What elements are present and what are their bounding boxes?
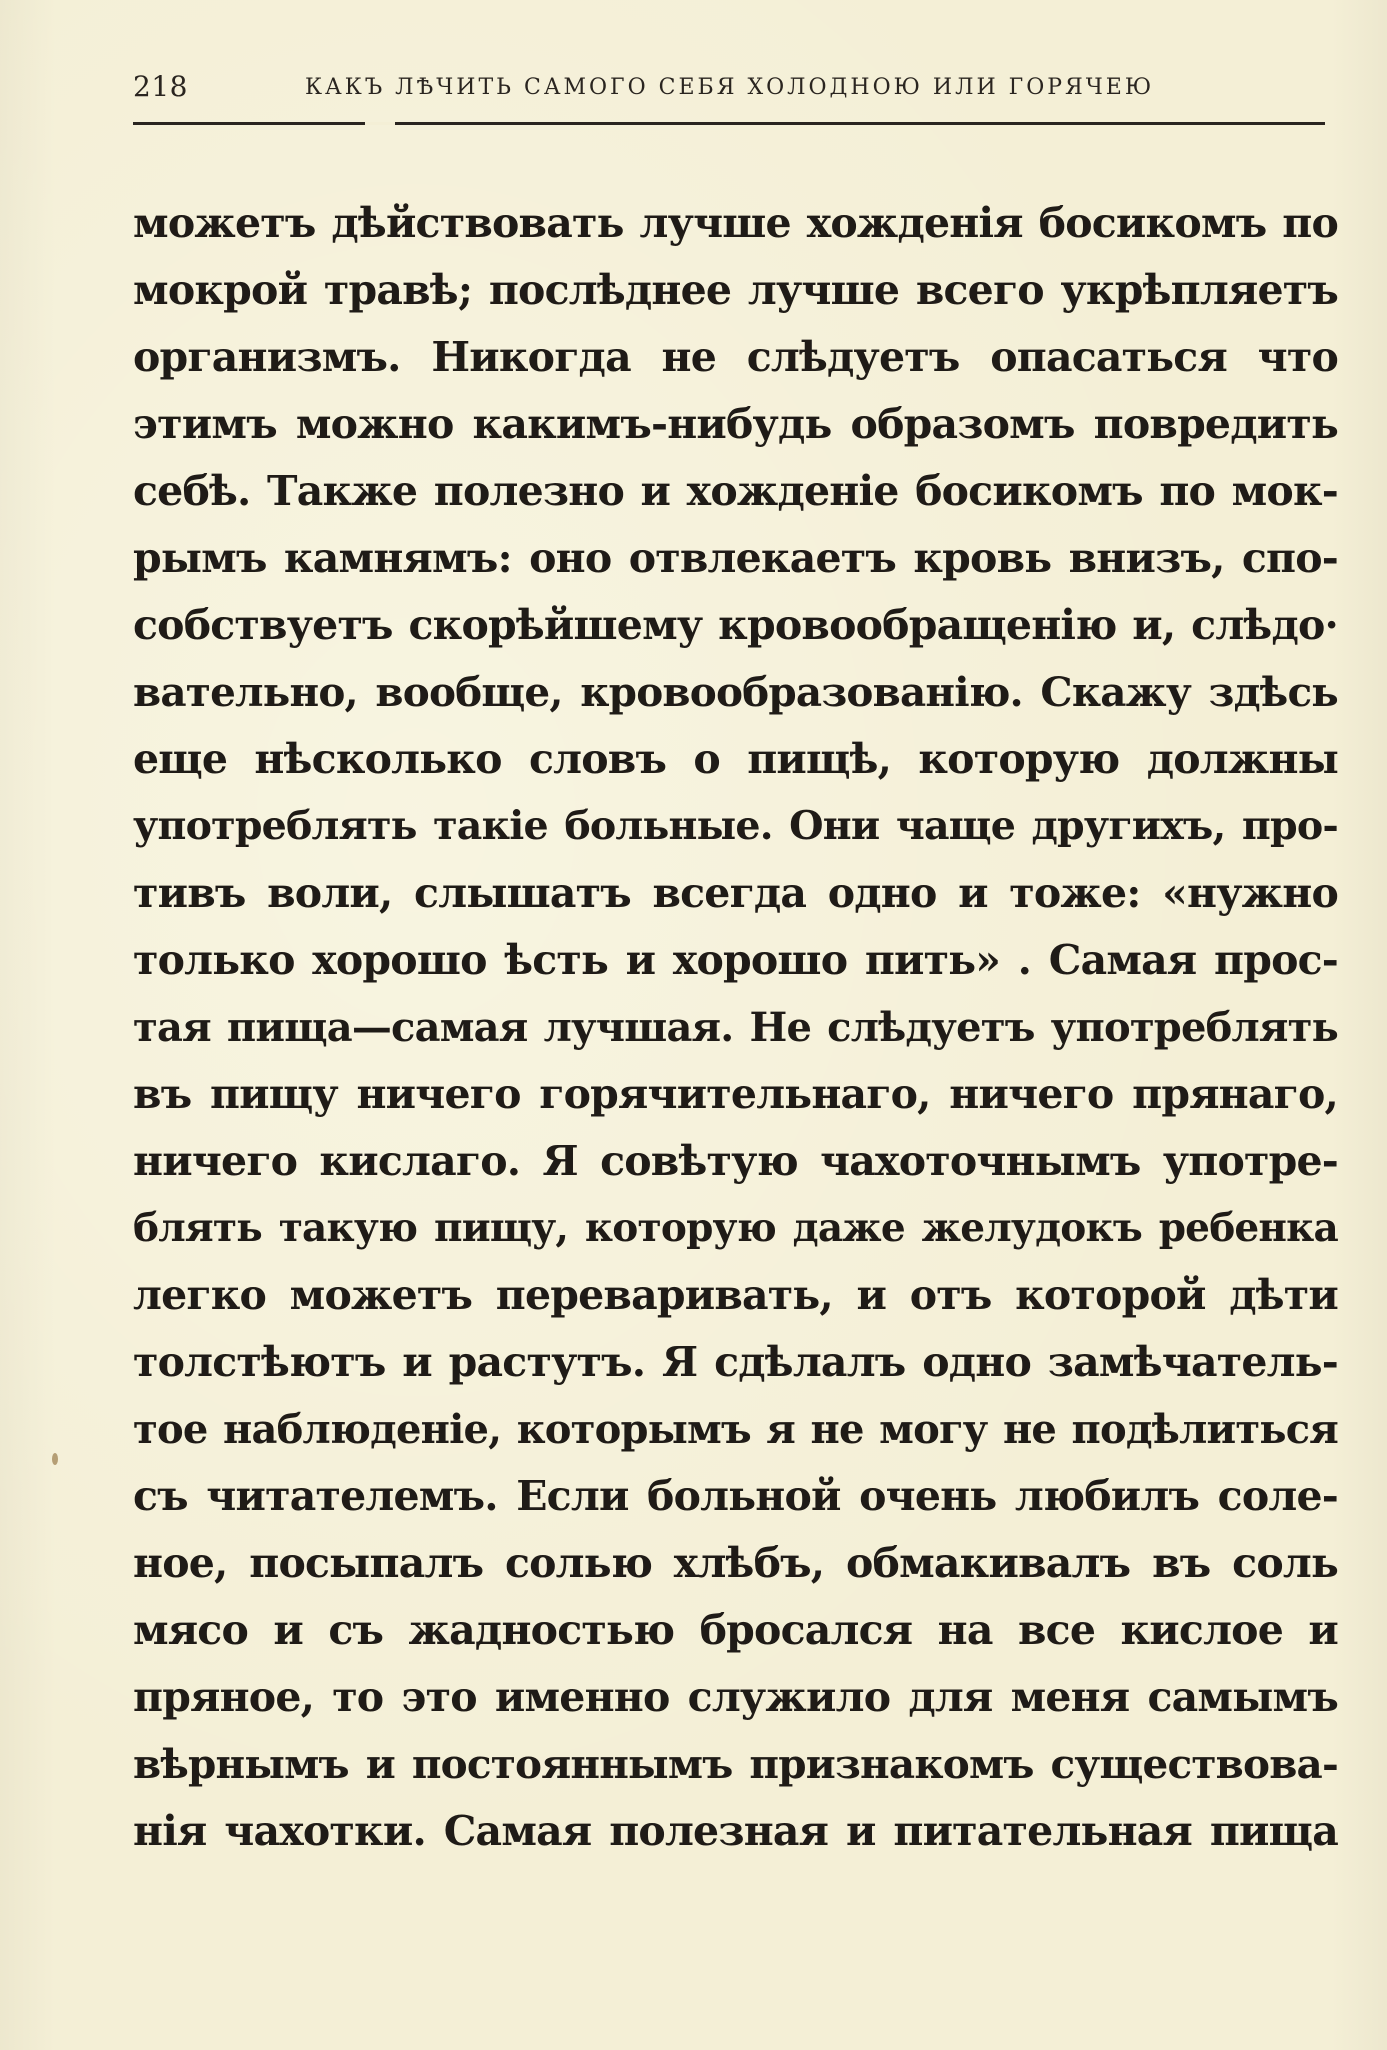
text-line: тая пища—самая лучшая. Не слѣдуетъ употреблять <box>133 1004 1338 1051</box>
text-line: вательно, вообще, кровообразованію. Скажу здѣсь <box>133 668 1338 716</box>
text-line: ничего кислаго. Я совѣтую чахоточнымъ употре- <box>133 1137 1338 1185</box>
text-line: этимъ можно какимъ-нибудь образомъ повредить <box>133 400 1338 448</box>
running-title: КАКЪ ЛѢЧИТЬ САМОГО СЕБЯ ХОЛОДНОЮ ИЛИ ГОРЯЧЕЮ <box>305 75 1155 100</box>
text-line: съ читателемъ. Если больной очень любилъ соле- <box>133 1472 1338 1520</box>
page-number: 218 <box>133 70 188 103</box>
header-rule <box>133 122 1325 125</box>
text-line: мокрой травѣ; послѣднее лучше всего укрѣпляетъ <box>133 266 1338 314</box>
text-line: мясо и съ жадностью бросался на все кислое и <box>133 1606 1338 1654</box>
text-line: организмъ. Никогда не слѣдуетъ опасаться что <box>133 333 1338 381</box>
text-line: собствуетъ скорѣйшему кровообращенію и, слѣдо· <box>133 601 1338 649</box>
text-line: нія чахотки. Самая полезная и питательная пища <box>133 1807 1338 1855</box>
text-line: только хорошо ѣсть и хорошо пить» . Самая прос- <box>133 936 1338 984</box>
running-header <box>133 70 1323 110</box>
paper-speck <box>52 1453 58 1465</box>
text-line: легко можетъ переваривать, и отъ которой дѣти <box>133 1271 1338 1319</box>
header-rule-gap <box>365 122 395 125</box>
text-line: себѣ. Также полезно и хожденіе босикомъ по мок- <box>133 467 1338 515</box>
text-line: пряное, то это именно служило для меня самымъ <box>133 1673 1338 1721</box>
text-line: блять такую пищу, которую даже желудокъ ребенка <box>133 1205 1338 1251</box>
text-line: еще нѣсколько словъ о пищѣ, которую должны <box>133 735 1338 783</box>
text-line: рымъ камнямъ: оно отвлекаетъ кровь внизъ, спо- <box>133 534 1338 582</box>
text-line: тое наблюденіе, которымъ я не могу не подѣлиться <box>133 1406 1338 1453</box>
body-text <box>133 190 1338 1865</box>
text-line: толстѣютъ и растутъ. Я сдѣлалъ одно замѣчатель- <box>133 1338 1338 1386</box>
text-line: можетъ дѣйствовать лучше хожденія босикомъ по <box>133 199 1338 247</box>
text-line: въ пищу ничего горячительнаго, ничего прянаго, <box>133 1070 1338 1118</box>
text-line: вѣрнымъ и постояннымъ признакомъ существова- <box>133 1740 1338 1788</box>
text-line: тивъ воли, слышатъ всегда одно и тоже: «нужно <box>133 869 1338 917</box>
text-line: употреблять такіе больные. Они чаще другихъ, про- <box>133 803 1338 849</box>
text-line: ное, посыпалъ солью хлѣбъ, обмакивалъ въ соль <box>133 1539 1338 1587</box>
